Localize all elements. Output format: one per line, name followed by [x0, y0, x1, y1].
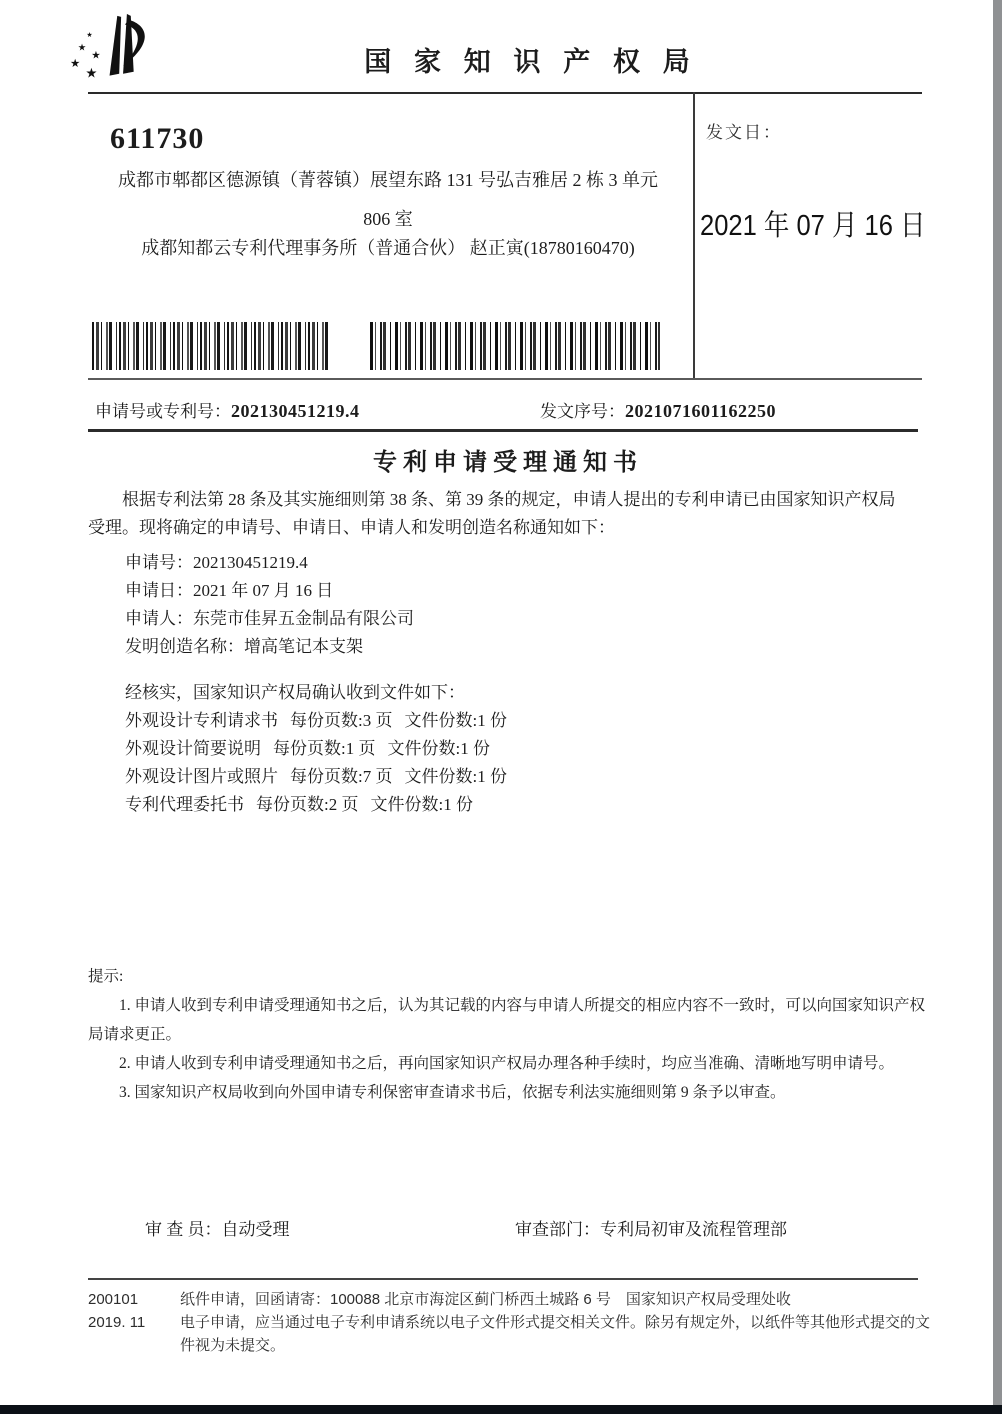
dispatch-serial-label: 发文序号： — [540, 402, 625, 421]
title-rule — [88, 429, 918, 432]
tips-list — [88, 991, 936, 1107]
application-detail-line — [125, 633, 924, 661]
footer-notes — [180, 1288, 934, 1357]
review-department-value: 专利局初审及流程管理部 — [600, 1220, 787, 1239]
application-number-label: 申请号或专利号： — [95, 402, 231, 421]
logo-star: ★ — [86, 32, 93, 40]
received-file-line — [125, 735, 924, 763]
application-detail-line — [125, 605, 924, 633]
cnipa-logo-icon — [64, 12, 158, 94]
tip-item: 3. 国家知识产权局收到向外国申请专利保密审查请求书后，依据专利法实施细则第 9 条予以审查。 — [119, 1084, 786, 1101]
detail-label: 发明创造名称： — [125, 637, 244, 656]
logo-star: ★ — [85, 65, 98, 81]
recipient-address-line2: 806 室 — [363, 209, 413, 229]
receipt-intro-line: 经核实，国家知识产权局确认收到文件如下： — [125, 683, 465, 702]
column-divider — [693, 92, 695, 380]
file-name: 外观设计专利请求书 — [125, 711, 278, 730]
received-file-line — [125, 707, 924, 735]
scan-edge-bottom — [0, 1405, 1002, 1414]
recipient-block — [88, 122, 688, 263]
examiner-value: 自动受理 — [221, 1220, 290, 1239]
received-file-line — [125, 791, 924, 819]
footer-note-paper: 纸件申请，回函请寄：100088 北京市海淀区蓟门桥西土城路 6 号 国家知识产权局受理处收 — [180, 1291, 791, 1308]
section-rule — [88, 378, 922, 380]
detail-label: 申请人： — [125, 609, 193, 628]
detail-value: 2021 年 07 月 16 日 — [193, 581, 334, 600]
footer-note-electronic: 电子申请，应当通过电子专利申请系统以电子文件形式提交相关文件。除另有规定外，以纸件等其他形式提交的文件视为未提交。 — [180, 1314, 931, 1354]
file-name: 专利代理委托书 — [125, 795, 244, 814]
file-copies: 文件份数:1 份 — [404, 711, 507, 730]
notice-title: 专 利 申 请 受 理 通 知 书 — [373, 450, 637, 476]
tips-section — [88, 962, 936, 1107]
review-department-label: 审查部门： — [515, 1220, 600, 1239]
detail-label: 申请日： — [125, 581, 193, 600]
file-name: 外观设计图片或照片 — [125, 767, 278, 786]
barcode-left — [92, 322, 330, 370]
examiner-label: 审 查 员： — [145, 1220, 222, 1239]
recipient-agent-line: 成都知都云专利代理事务所（普通合伙） 赵正寅(18780160470) — [141, 238, 635, 258]
file-copies: 文件份数:1 份 — [404, 767, 507, 786]
tip-item: 1. 申请人收到专利申请受理通知书之后，认为其记载的内容与申请人所提交的相应内容不一致时，可以向国家知识产权局请求更正。 — [88, 997, 926, 1043]
received-file-list — [125, 707, 924, 819]
file-pages: 每份页数:3 页 — [290, 711, 393, 730]
application-detail-list — [125, 549, 924, 661]
scan-edge-right — [993, 0, 1002, 1414]
dispatch-date-value: 2021 年 07 月 16 日 — [700, 210, 926, 242]
header-rule — [88, 92, 922, 94]
application-number-field — [95, 397, 360, 422]
footer-form-codes — [88, 1288, 180, 1357]
detail-label: 申请号： — [125, 553, 193, 572]
review-department-field — [515, 1215, 787, 1240]
agency-title: 国 家 知 识 产 权 局 — [364, 47, 698, 77]
detail-value: 增高笔记本支架 — [244, 637, 363, 656]
application-number-value: 202130451219.4 — [231, 401, 360, 421]
received-file-line — [125, 763, 924, 791]
file-copies: 文件份数:1 份 — [370, 795, 473, 814]
dispatch-serial-field — [540, 397, 776, 422]
notice-body — [88, 486, 924, 819]
tip-item: 2. 申请人收到专利申请受理通知书之后，再向国家知识产权局办理各种手续时，均应当准确、清晰地写明申请号。 — [119, 1055, 895, 1072]
recipient-address-line1: 成都市郫都区德源镇（菁蓉镇）展望东路 131 号弘吉雅居 2 栋 3 单元 — [118, 170, 658, 190]
footer-form-code: 2019. 11 — [88, 1314, 146, 1331]
file-pages: 每份页数:2 页 — [256, 795, 359, 814]
file-pages: 每份页数:1 页 — [273, 739, 376, 758]
application-detail-line — [125, 577, 924, 605]
tips-heading: 提示: — [88, 968, 124, 985]
recipient-code: 611730 — [110, 122, 205, 155]
detail-value: 202130451219.4 — [193, 553, 308, 572]
file-copies: 文件份数:1 份 — [387, 739, 490, 758]
dispatch-serial-value: 2021071601162250 — [625, 401, 777, 421]
barcode-right — [370, 322, 660, 370]
notice-intro-paragraph: 根据专利法第 28 条及其实施细则第 38 条、第 39 条的规定，申请人提出的专利申请已由国家知识产权局受理。现将确定的申请号、申请日、申请人和发明创造名称通知如下： — [88, 490, 896, 537]
file-pages: 每份页数:7 页 — [290, 767, 393, 786]
footer-rule — [88, 1278, 918, 1280]
file-name: 外观设计简要说明 — [125, 739, 261, 758]
logo-star: ★ — [91, 50, 101, 62]
application-detail-line — [125, 549, 924, 577]
dispatch-date-label: 发文日： — [706, 123, 782, 142]
footer-form-code: 200101 — [88, 1291, 139, 1308]
detail-value: 东莞市佳昇五金制品有限公司 — [193, 609, 414, 628]
footer — [88, 1288, 934, 1357]
logo-star: ★ — [70, 56, 81, 70]
examiner-field — [145, 1215, 290, 1240]
logo-star: ★ — [77, 42, 87, 54]
